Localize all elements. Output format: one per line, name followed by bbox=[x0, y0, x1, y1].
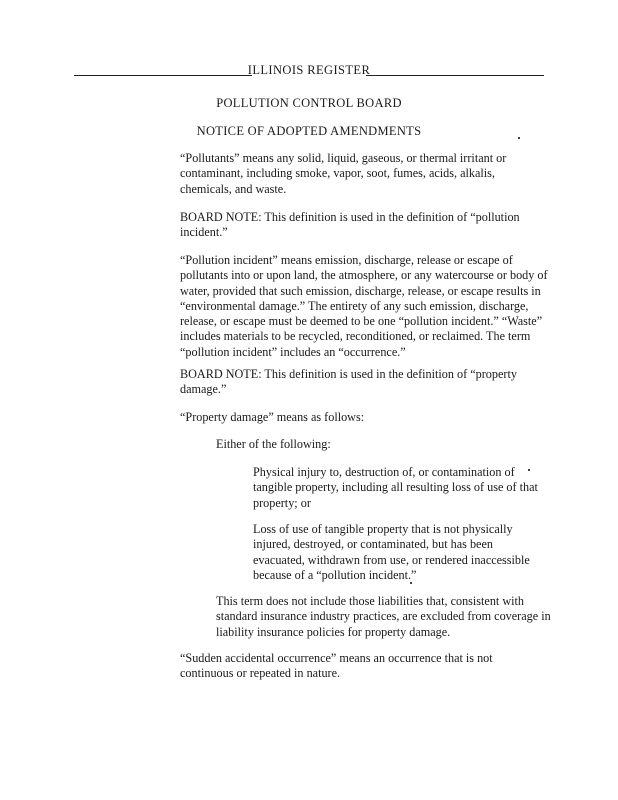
register-title: ILLINOIS REGISTER bbox=[247, 63, 371, 77]
scan-speck bbox=[410, 582, 412, 584]
definition-pollution-incident: “Pollution incident” means emission, discharge, release or escape of pollutants into or upon land, the atmosphere, or any watercourse or body of water, provided that such emission, discharge, release, or escape results in “environmental damage.” The entirety of any such emission, discharge, release, or escape must be deemed to be one “pollution incident.” “Waste” includes materials to be recycled, reconditioned, or reclaimed. The term “pollution incident” includes an “occurrence.” bbox=[180, 253, 548, 359]
definition-property-damage-intro: “Property damage” means as follows: bbox=[180, 410, 365, 424]
definition-sudden-accidental-occurrence: “Sudden accidental occurrence” means an occurrence that is not continuous or repeated in nature. bbox=[180, 651, 493, 681]
definition-pollutants: “Pollutants” means any solid, liquid, gaseous, or thermal irritant or contaminant, including smoke, vapor, soot, fumes, acids, alkalis, chemicals, and waste. bbox=[180, 151, 507, 196]
either-of-following: Either of the following: bbox=[216, 437, 331, 451]
scan-speck bbox=[528, 469, 530, 471]
exclusion-clause: This term does not include those liabilities that, consistent with standard insurance industry practices, are excluded from coverage in liability insurance policies for property damage. bbox=[216, 594, 551, 639]
notice-heading: NOTICE OF ADOPTED AMENDMENTS bbox=[196, 124, 422, 138]
item-physical-injury: Physical injury to, destruction of, or contamination of tangible property, including all resulting loss of use of that property; or bbox=[253, 465, 538, 510]
item-loss-of-use: Loss of use of tangible property that is not physically injured, destroyed, or contaminated, but has been evacuated, withdrawn from use, or rendered inaccessible because of a “pollution incident.” bbox=[253, 522, 530, 582]
board-note-property-damage: BOARD NOTE: This definition is used in the definition of “property damage.” bbox=[180, 367, 517, 397]
scan-speck bbox=[518, 137, 520, 139]
agency-heading: POLLUTION CONTROL BOARD bbox=[216, 96, 402, 110]
board-note-pollution-incident: BOARD NOTE: This definition is used in the definition of “pollution incident.” bbox=[180, 210, 520, 240]
